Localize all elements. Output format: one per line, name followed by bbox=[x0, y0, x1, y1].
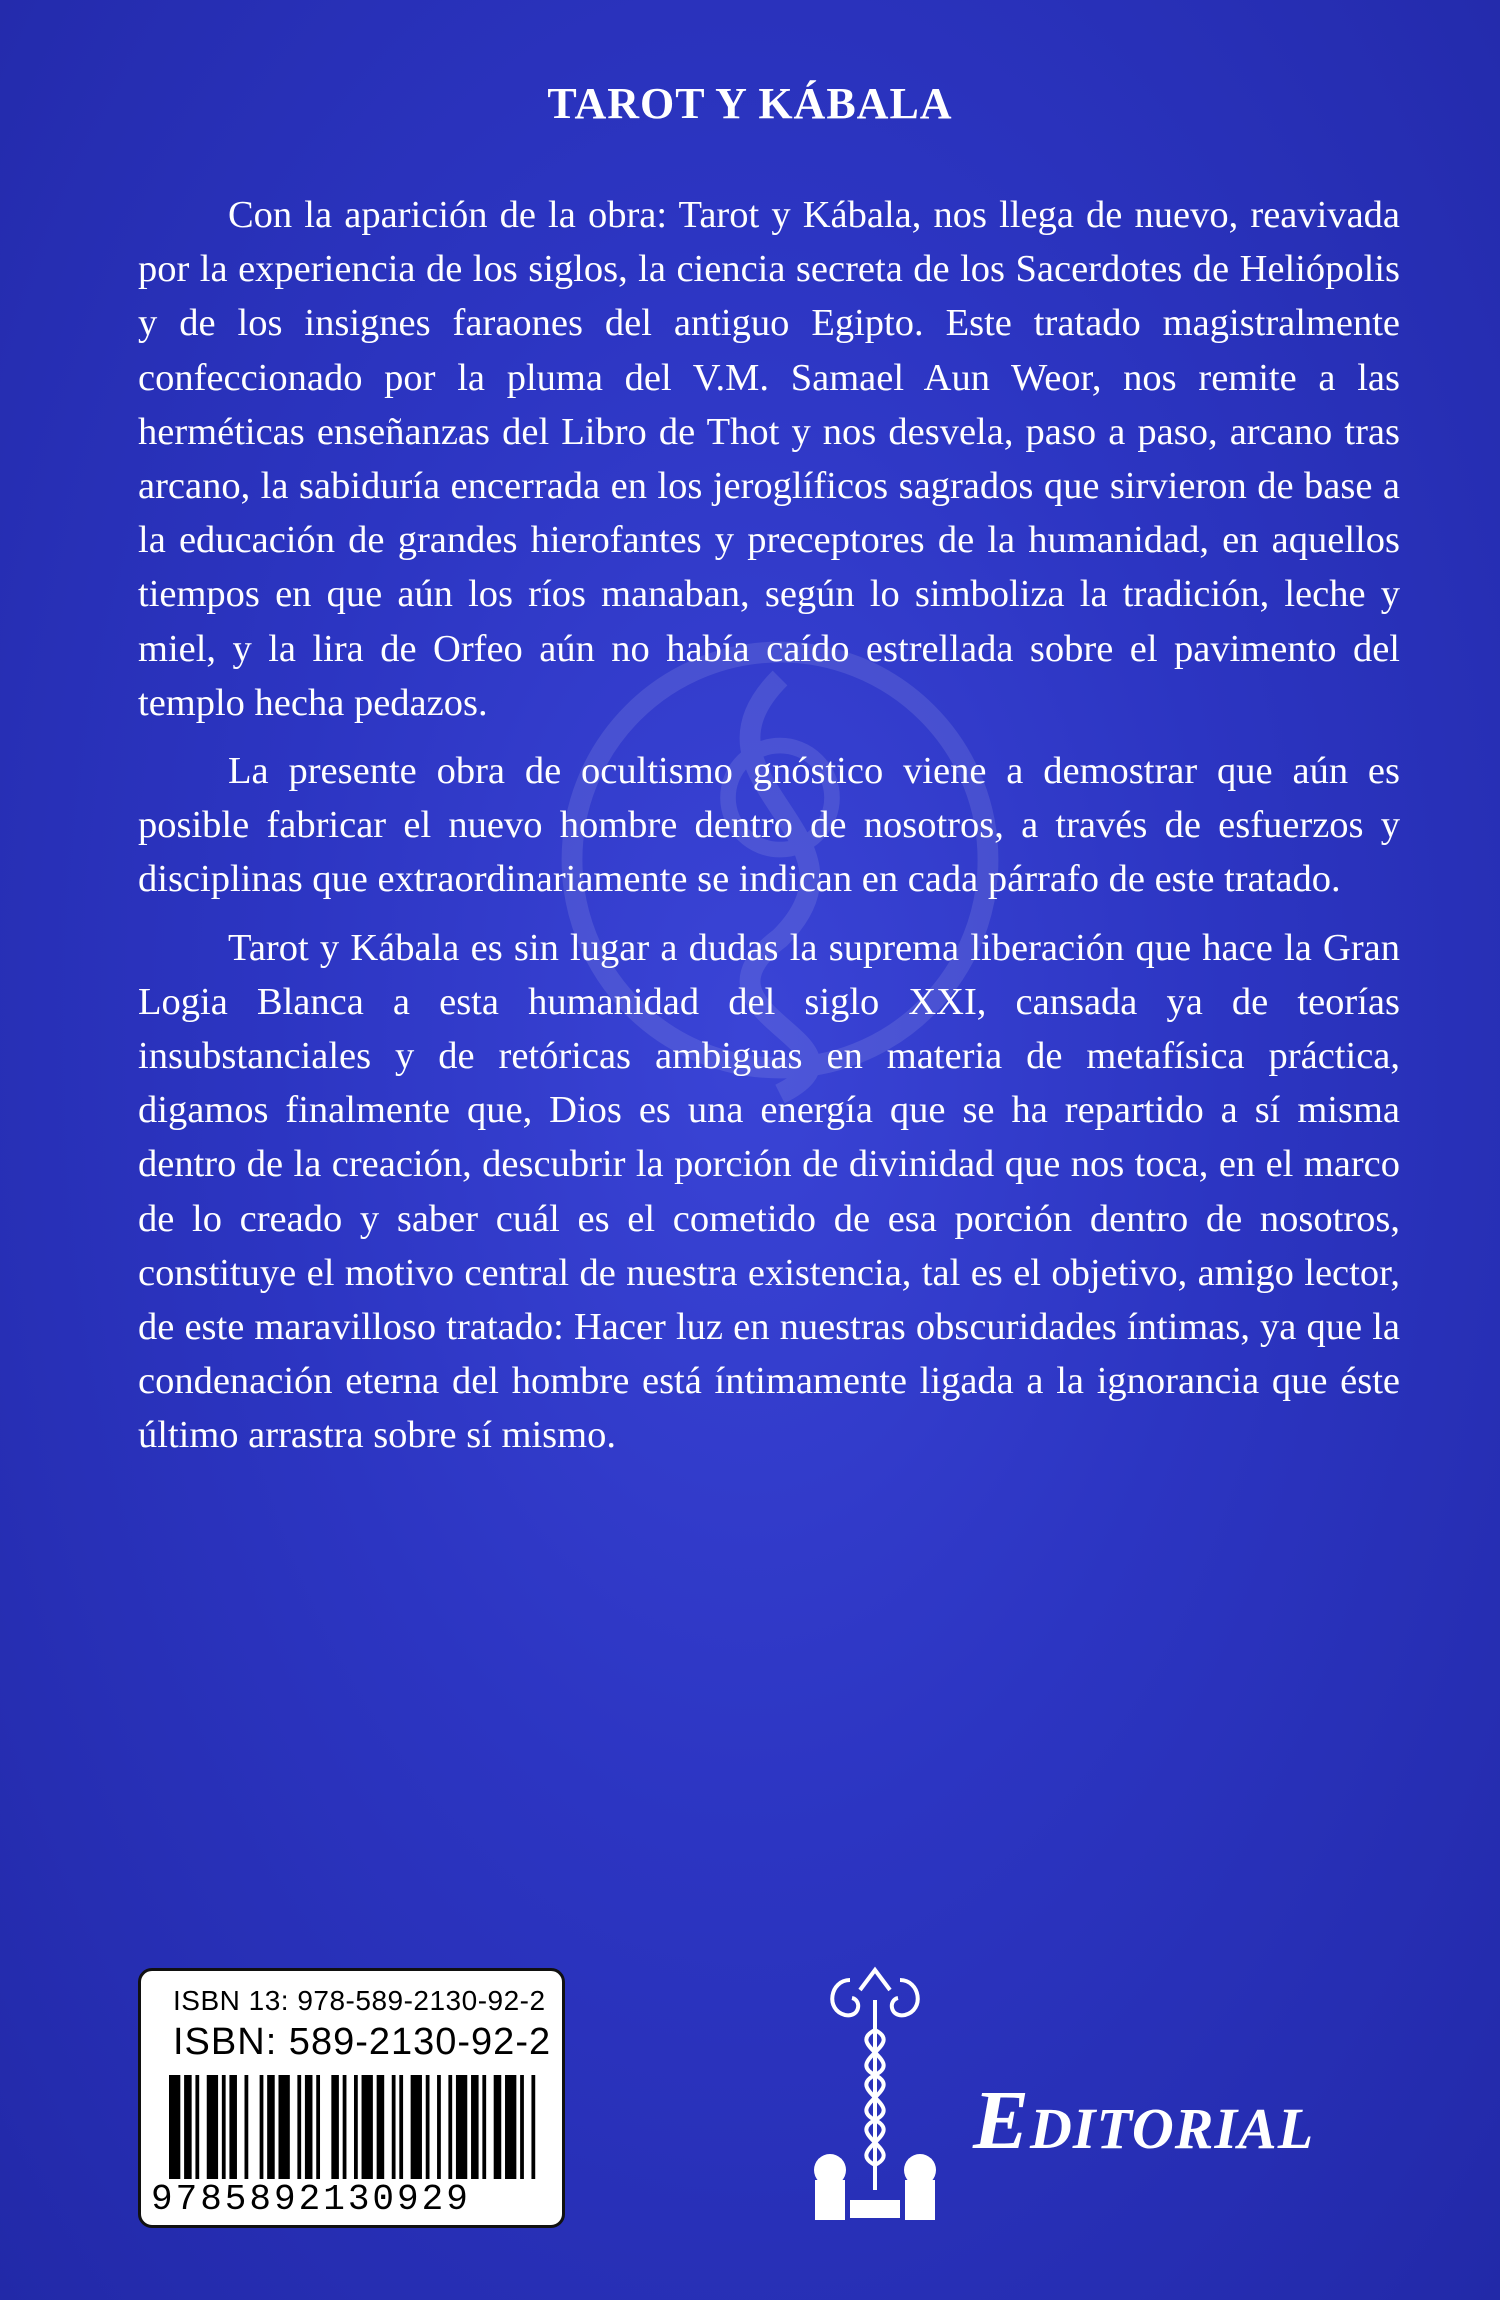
barcode-bar bbox=[482, 2075, 486, 2185]
barcode-bar bbox=[505, 2075, 516, 2185]
barcode-bar bbox=[297, 2075, 301, 2185]
paragraph-2: La presente obra de ocultismo gnóstico viene a demostrar que aún es posible fabricar el nuevo hombre dentro de nosotros, a través de esfuerzos y disciplinas que extraordinariamente se indican en cada párrafo de este tratado. bbox=[138, 750, 1400, 901]
paragraph-3: Tarot y Kábala es sin lugar a dudas la suprema liberación que hace la Gran Logia Blanca a esta humanidad del siglo XXI, cansada ya de teorías insubstanciales y de retóricas ambiguas en materia de metafísica práctica, digamos finalmente que, Dios es una energía que se ha repartido a sí misma dentro de la creación, descubrir la porción de divinidad que nos toca, en el marco de lo creado y saber cuál es el cometido de esa porción dentro de nosotros, constituye el motivo central de nuestra existencia, tal es el objetivo, amigo lector, de este maravilloso tratado: Hacer luz en nuestras obscuridades íntimas, ya que la condenación eterna del hombre está íntimamente ligada a la ignorancia que éste último arrastra sobre sí mismo. bbox=[138, 926, 1400, 1457]
barcode-bar bbox=[437, 2075, 441, 2185]
barcode-bar bbox=[426, 2075, 430, 2185]
barcode-bar bbox=[471, 2075, 479, 2185]
barcode-bar bbox=[377, 2075, 385, 2185]
barcode-bar bbox=[354, 2075, 358, 2185]
barcode-bar bbox=[229, 2075, 237, 2185]
barcode-bar bbox=[245, 2075, 249, 2185]
publisher-rest: DITORIAL bbox=[1030, 2096, 1315, 2161]
barcode-bar bbox=[399, 2075, 403, 2185]
isbn-barcode-box bbox=[138, 1968, 565, 2228]
barcode-bar bbox=[267, 2075, 275, 2185]
barcode-bar bbox=[184, 2075, 192, 2185]
barcode-bar bbox=[362, 2075, 373, 2185]
barcode-bar bbox=[520, 2075, 524, 2185]
publisher-name bbox=[973, 2072, 1314, 2169]
publisher-initial: E bbox=[973, 2074, 1031, 2167]
isbn13-label: ISBN 13: 978-589-2130-92-2 bbox=[173, 1985, 546, 2016]
barcode-bar bbox=[260, 2075, 264, 2185]
barcode-bar bbox=[343, 2075, 347, 2185]
barcode-bar bbox=[195, 2075, 199, 2185]
barcode-bar bbox=[448, 2075, 452, 2185]
back-cover-text bbox=[138, 188, 1400, 1477]
barcode-bar bbox=[456, 2075, 467, 2185]
barcode-bar bbox=[207, 2075, 218, 2185]
barcode-bar bbox=[305, 2075, 313, 2185]
barcode-bar bbox=[222, 2075, 226, 2185]
barcode-bar bbox=[169, 2075, 180, 2185]
barcode-bar bbox=[331, 2075, 339, 2185]
barcode-bar bbox=[392, 2075, 396, 2185]
barcode-bar bbox=[278, 2075, 289, 2185]
barcode-digits: 9785892130929 bbox=[151, 2179, 551, 2220]
isbn10-label: ISBN: 589-2130-92-2 bbox=[173, 2021, 552, 2063]
publisher-emblem-icon bbox=[790, 1960, 960, 2230]
page-title: TAROT Y KÁBALA bbox=[547, 79, 953, 128]
barcode bbox=[169, 2075, 539, 2185]
paragraph-1: Con la aparición de la obra: Tarot y Kábala, nos llega de nuevo, reavivada por la experiencia de los siglos, la ciencia secreta de los Sacerdotes de Heliópolis y de los insignes faraones del antiguo Egipto. Este tratado magistralmente confeccionado por la pluma del V.M. Samael Aun Weor, nos remite a las herméticas enseñanzas del Libro de Thot y nos desvela, paso a paso, arcano tras arcano, la sabiduría encerrada en los jeroglíficos sagrados que sirvieron de base a la educación de grandes hierofantes y preceptores de la humanidad, en aquellos tiempos en que aún los ríos manaban, según lo simboliza la tradición, leche y miel, y la lira de Orfeo aún no había caído estrellada sobre el pavimento del templo hecha pedazos. bbox=[138, 194, 1400, 724]
barcode-bar bbox=[316, 2075, 320, 2185]
barcode-bar bbox=[494, 2075, 502, 2185]
barcode-bar bbox=[411, 2075, 422, 2185]
barcode-bar bbox=[531, 2075, 535, 2185]
